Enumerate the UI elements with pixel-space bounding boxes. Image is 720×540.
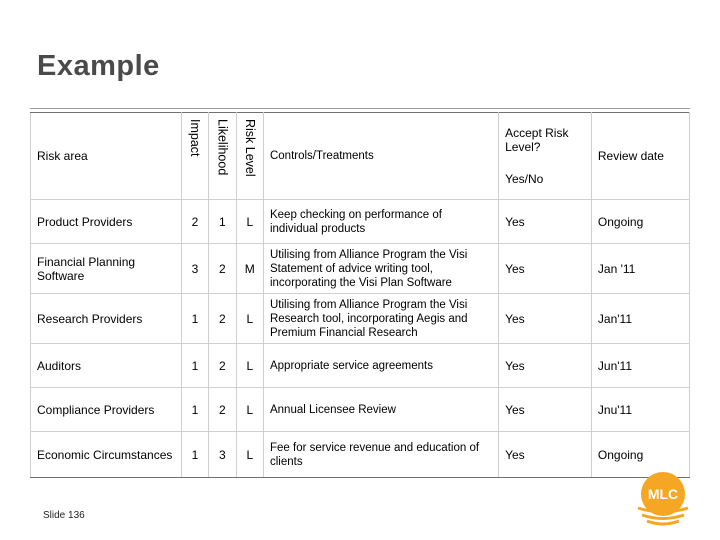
cell-impact: 1 xyxy=(181,344,208,388)
header-controls: Controls/Treatments xyxy=(263,113,498,200)
cell-review: Ongoing xyxy=(591,432,689,478)
cell-likelihood: 1 xyxy=(209,200,236,244)
cell-risk-area: Auditors xyxy=(31,344,182,388)
top-divider xyxy=(30,108,690,109)
cell-impact: 2 xyxy=(181,200,208,244)
page-title: Example xyxy=(37,50,160,82)
cell-accept: Yes xyxy=(499,200,592,244)
cell-review: Jun'11 xyxy=(591,344,689,388)
cell-risk-area: Compliance Providers xyxy=(31,388,182,432)
cell-risk-level: L xyxy=(236,200,263,244)
cell-impact: 1 xyxy=(181,294,208,344)
slide-number: Slide 136 xyxy=(43,510,85,521)
table-header-row xyxy=(31,113,690,200)
header-accept-sub: Yes/No xyxy=(505,172,544,186)
header-likelihood: Likelihood xyxy=(209,113,236,200)
cell-accept: Yes xyxy=(499,244,592,294)
cell-impact: 3 xyxy=(181,244,208,294)
cell-risk-area: Research Providers xyxy=(31,294,182,344)
cell-impact: 1 xyxy=(181,432,208,478)
cell-review: Jan '11 xyxy=(591,244,689,294)
cell-risk-level: L xyxy=(236,432,263,478)
table-row xyxy=(31,432,690,478)
header-risk-level: Risk Level xyxy=(236,113,263,200)
cell-controls: Keep checking on performance of individual products xyxy=(263,200,498,244)
header-accept-label: Accept Risk Level? xyxy=(505,126,569,154)
cell-risk-area: Economic Circumstances xyxy=(31,432,182,478)
cell-review: Jan'11 xyxy=(591,294,689,344)
cell-likelihood: 2 xyxy=(209,244,236,294)
cell-controls: Utilising from Alliance Program the Visi Statement of advice writing tool, incorporating the Visi Plan Software xyxy=(263,244,498,294)
mlc-logo-icon xyxy=(632,470,694,528)
cell-controls: Fee for service revenue and education of clients xyxy=(263,432,498,478)
cell-likelihood: 2 xyxy=(209,344,236,388)
table-row xyxy=(31,344,690,388)
cell-likelihood: 2 xyxy=(209,294,236,344)
cell-likelihood: 2 xyxy=(209,388,236,432)
logo-text: MLC xyxy=(647,486,679,502)
cell-controls: Utilising from Alliance Program the Visi Research tool, incorporating Aegis and Premium Financial Research xyxy=(263,294,498,344)
header-impact: Impact xyxy=(181,113,208,200)
cell-risk-area: Financial Planning Software xyxy=(31,244,182,294)
cell-accept: Yes xyxy=(499,388,592,432)
cell-risk-level: L xyxy=(236,344,263,388)
cell-review: Jnu'11 xyxy=(591,388,689,432)
cell-controls: Annual Licensee Review xyxy=(263,388,498,432)
cell-risk-level: M xyxy=(236,244,263,294)
cell-accept: Yes xyxy=(499,294,592,344)
cell-risk-area: Product Providers xyxy=(31,200,182,244)
cell-controls: Appropriate service agreements xyxy=(263,344,498,388)
cell-risk-level: L xyxy=(236,294,263,344)
risk-table xyxy=(30,112,690,478)
table-row xyxy=(31,244,690,294)
header-review: Review date xyxy=(591,113,689,200)
table-row xyxy=(31,294,690,344)
header-accept xyxy=(499,113,592,200)
cell-impact: 1 xyxy=(181,388,208,432)
cell-likelihood: 3 xyxy=(209,432,236,478)
cell-risk-level: L xyxy=(236,388,263,432)
cell-accept: Yes xyxy=(499,432,592,478)
header-risk-area: Risk area xyxy=(31,113,182,200)
cell-accept: Yes xyxy=(499,344,592,388)
cell-review: Ongoing xyxy=(591,200,689,244)
table-row xyxy=(31,388,690,432)
table-row xyxy=(31,200,690,244)
